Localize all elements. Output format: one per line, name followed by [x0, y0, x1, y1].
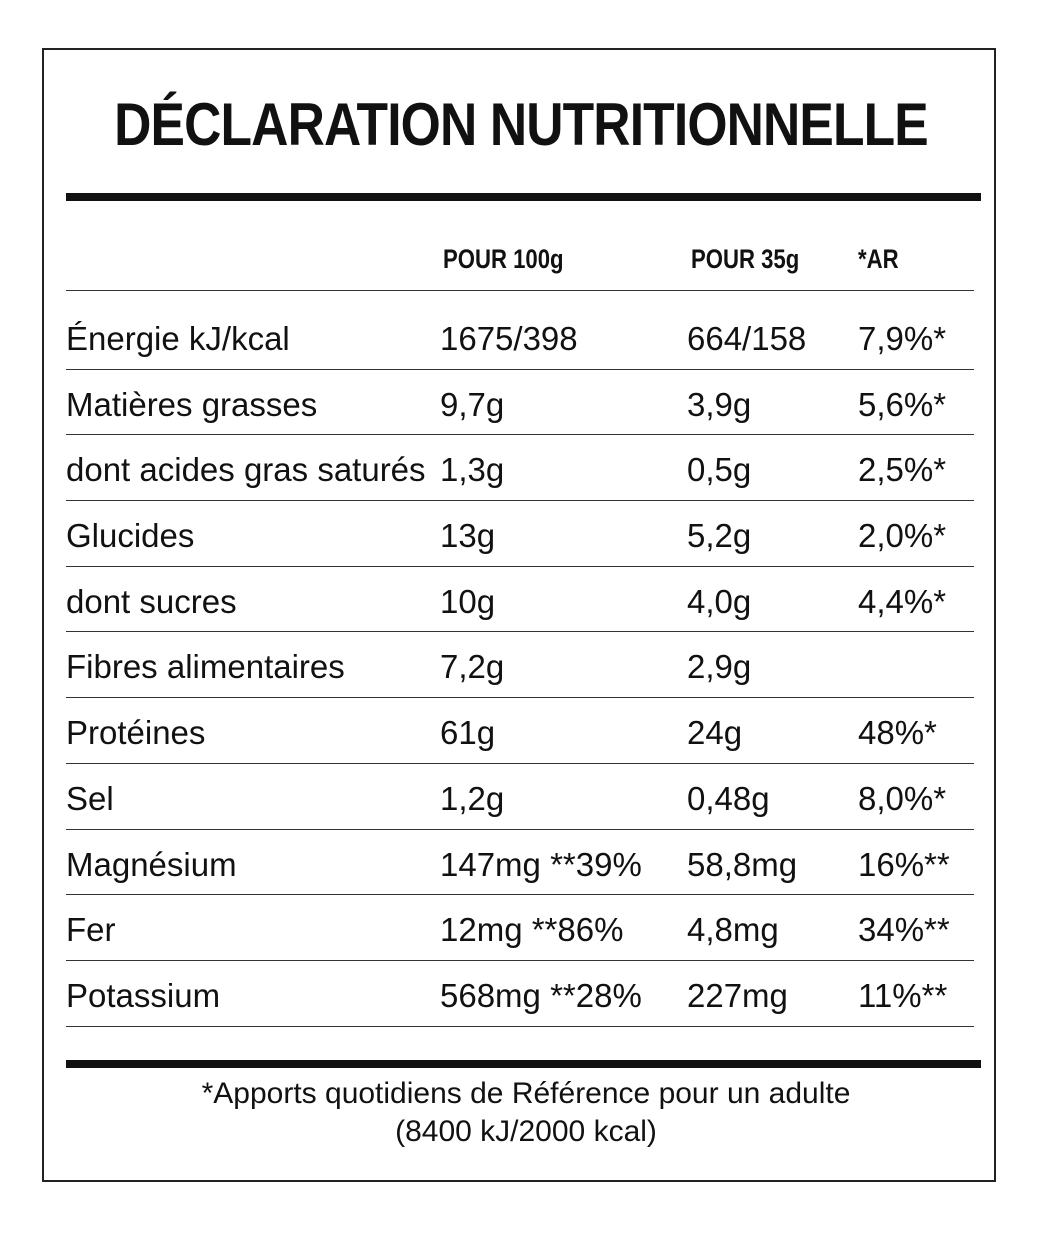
table-row — [66, 830, 974, 896]
value-ar: 2,5%* — [858, 451, 947, 489]
value-per-100g: 9,7g — [440, 385, 505, 423]
table-row — [66, 895, 974, 961]
footnote — [0, 1075, 1042, 1151]
value-per-35g: 24g — [687, 714, 743, 752]
table-row — [66, 501, 974, 567]
nutrient-name: dont sucres — [66, 582, 237, 620]
value-ar: 48%* — [858, 714, 937, 752]
nutrient-name: Fibres alimentaires — [66, 648, 345, 686]
value-per-35g: 227mg — [687, 976, 788, 1014]
table-row — [66, 370, 974, 436]
value-ar: 34%** — [858, 911, 950, 949]
value-ar: 4,4%* — [858, 582, 947, 620]
nutrient-name: Matières grasses — [66, 385, 318, 423]
bottom-divider — [66, 1060, 981, 1068]
value-ar: 5,6%* — [858, 385, 947, 423]
value-per-35g: 4,0g — [687, 582, 752, 620]
value-per-100g: 1675/398 — [440, 320, 578, 357]
table-row — [66, 435, 974, 501]
value-per-35g: 3,9g — [687, 385, 752, 423]
table-row — [66, 632, 974, 698]
nutrient-name: Énergie kJ/kcal — [66, 320, 290, 357]
value-per-100g: 1,3g — [440, 451, 505, 489]
nutrient-name: Fer — [66, 911, 116, 949]
value-per-100g: 7,2g — [440, 648, 505, 686]
table-header — [66, 236, 974, 291]
value-per-35g: 2,9g — [687, 648, 752, 686]
value-per-100g: 1,2g — [440, 779, 505, 817]
footnote-line-1: *Apports quotidiens de Référence pour un adulte — [201, 1077, 851, 1110]
table-row — [66, 698, 974, 764]
value-per-100g: 10g — [440, 582, 496, 620]
value-ar: 8,0%* — [858, 779, 947, 817]
nutrient-name: Protéines — [66, 714, 206, 752]
table-row — [66, 567, 974, 633]
nutrition-table — [66, 304, 974, 1027]
table-row — [66, 961, 974, 1027]
value-per-100g: 147mg **39% — [440, 845, 642, 883]
nutrient-name: Sel — [66, 779, 114, 817]
header-per-100g: POUR 100g — [443, 244, 564, 274]
value-ar: 16%** — [858, 845, 950, 883]
value-per-35g: 4,8mg — [687, 911, 779, 949]
value-per-100g: 568mg **28% — [440, 976, 642, 1014]
value-ar: 11%** — [858, 976, 948, 1014]
value-ar: 2,0%* — [858, 517, 947, 555]
value-per-35g: 0,5g — [687, 451, 752, 489]
header-per-35g: POUR 35g — [691, 244, 800, 274]
nutrient-name: Potassium — [66, 976, 221, 1014]
value-per-35g: 0,48g — [687, 779, 770, 817]
nutrient-name: Glucides — [66, 517, 195, 555]
value-per-35g: 58,8mg — [687, 845, 798, 883]
nutrient-name: dont acides gras saturés — [66, 451, 426, 489]
top-divider — [66, 193, 981, 201]
value-per-35g: 5,2g — [687, 517, 752, 555]
table-row — [66, 304, 974, 370]
value-ar: 7,9%* — [858, 320, 947, 357]
value-per-100g: 13g — [440, 517, 496, 555]
nutrient-name: Magnésium — [66, 845, 237, 883]
header-ar: *AR — [858, 244, 899, 274]
value-per-35g: 664/158 — [687, 320, 807, 357]
footnote-line-2: (8400 kJ/2000 kcal) — [395, 1115, 657, 1148]
page-title: DÉCLARATION NUTRITIONNELLE — [114, 91, 928, 158]
value-per-100g: 61g — [440, 714, 496, 752]
table-row — [66, 764, 974, 830]
value-per-100g: 12mg **86% — [440, 911, 624, 949]
